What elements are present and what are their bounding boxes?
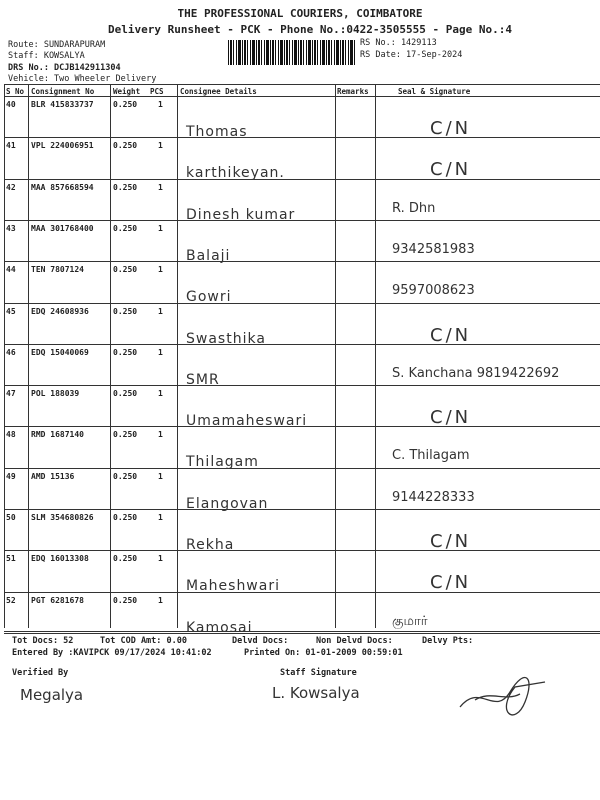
row-consignee: Thilagam [186,454,259,471]
row-seal-signature: C/N [430,118,472,139]
row-border [4,137,600,138]
row-border [4,509,600,510]
row-pcs: 1 [158,100,163,109]
row-weight: 0.250 [113,182,138,192]
vehicle: Vehicle: Two Wheeler Delivery [8,74,157,84]
row-seal-signature: C/N [430,572,472,594]
row-pcs: 1 [158,430,163,440]
verified-signature: Megalya [20,686,84,704]
row-seal-signature: C/N [430,324,472,346]
row-consignment: MAA 301768400 [31,223,94,233]
row-consignment: AMD 15136 [31,471,75,481]
row-border [4,344,600,345]
row-consignee: Umamaheswari [186,413,308,430]
row-border [4,179,600,180]
row-consignee: Balaji [186,247,231,264]
row-seal-signature: C/N [430,531,472,552]
row-consignment: BLR 415833737 [31,100,94,109]
row-sno: 47 [6,389,16,399]
row-pcs: 1 [158,554,163,564]
col-divider [28,84,29,628]
drs-number: DRS No.: DCJB142911304 [8,63,121,73]
row-sno: 50 [6,513,16,522]
table-top-border [4,84,600,85]
row-seal-signature: R. Dhn [392,200,436,216]
row-consignment: VPL 224006951 [31,141,94,151]
row-consignment: EDQ 24608936 [31,306,89,316]
row-sno: 51 [6,554,16,564]
barcode [228,40,356,65]
row-border [4,633,600,634]
row-consignee: Kamosai [186,619,253,636]
row-consignment: PGT 6281678 [31,595,84,605]
row-pcs: 1 [158,595,163,605]
row-consignee: Gowri [186,289,232,306]
row-weight: 0.250 [113,471,138,481]
col-header-weight: Weight [113,87,141,96]
col-divider [4,84,5,628]
row-pcs: 1 [158,223,163,233]
row-sno: 52 [6,595,16,605]
col-header-sno: S No [6,87,25,96]
row-pcs: 1 [158,182,163,192]
row-sno: 42 [6,182,16,192]
row-seal-signature: 9597008623 [392,283,475,299]
row-border [4,385,600,386]
row-consignment: EDQ 15040069 [31,347,89,357]
row-weight: 0.250 [113,347,138,357]
row-pcs: 1 [158,141,163,151]
row-weight: 0.250 [113,141,138,151]
row-consignee: Rekha [186,537,235,553]
row-consignee: Swasthika [186,330,266,347]
row-sno: 45 [6,306,16,316]
row-weight: 0.250 [113,430,138,440]
rs-date: RS Date: 17-Sep-2024 [360,50,463,60]
col-header-pcs: PCS [150,87,164,96]
row-border [4,468,600,469]
row-weight: 0.250 [113,100,138,109]
delivered-docs: Delvd Docs: [232,636,289,646]
row-consignment: SLM 354680826 [31,513,94,522]
row-consignee: karthikeyan. [186,165,285,182]
row-pcs: 1 [158,347,163,357]
row-weight: 0.250 [113,513,138,522]
rs-number: RS No.: 1429113 [360,38,437,48]
delivery-points: Delvy Pts: [422,636,474,646]
row-pcs: 1 [158,306,163,316]
row-seal-signature: 9342581983 [392,241,475,257]
footer-divider [4,631,600,632]
non-delivered-docs: Non Delvd Docs: [316,636,393,646]
row-border [4,592,600,593]
row-sno: 40 [6,100,16,109]
entered-by: Entered By :KAVIPCK 09/17/2024 10:41:02 [12,648,212,658]
table-header-border [4,96,600,97]
row-sno: 49 [6,471,16,481]
col-divider [110,84,111,628]
row-seal-signature: S. Kanchana 9819422692 [392,365,560,381]
col-header-consignment: Consignment No [31,87,95,96]
row-consignment: TEN 7807124 [31,265,84,275]
row-border [4,220,600,221]
row-pcs: 1 [158,513,163,522]
row-seal-signature: 9144228333 [392,489,475,505]
col-header-seal: Seal & Signature [398,87,471,96]
row-consignment: MAA 857668594 [31,182,94,192]
row-weight: 0.250 [113,554,138,564]
route: Route: SUNDARAPURAM [8,40,106,50]
col-divider [335,84,336,628]
row-weight: 0.250 [113,595,138,605]
row-consignment: EDQ 16013308 [31,554,89,564]
row-weight: 0.250 [113,389,138,399]
row-border [4,550,600,551]
col-header-remarks: Remarks [337,87,369,96]
row-consignee: Dinesh kumar [186,206,296,223]
row-seal-signature: C/N [430,159,472,181]
company-name: THE PROFESSIONAL COURIERS, COIMBATORE [177,7,423,20]
row-seal-signature: C. Thilagam [392,448,470,464]
runsheet-title: Delivery Runsheet - PCK - Phone No.:0422-3505555 - Page No.:4 [108,23,512,36]
staff-signature: L. Kowsalya [272,684,360,702]
row-seal-signature: குமார் [392,613,428,629]
col-divider [375,84,376,628]
row-consignee: Thomas [186,124,248,140]
row-weight: 0.250 [113,306,138,316]
row-consignment: RMD 1687140 [31,430,84,440]
row-consignment: POL 188039 [31,389,80,399]
row-consignee: Maheshwari [186,578,280,595]
row-seal-signature: C/N [430,407,472,429]
row-border [4,303,600,304]
row-sno: 46 [6,347,16,357]
printed-on: Printed On: 01-01-2009 00:59:01 [244,648,403,658]
row-sno: 43 [6,223,16,233]
row-sno: 48 [6,430,16,440]
seal-scribble-icon [455,672,555,722]
verified-by-label: Verified By [12,668,69,678]
row-consignee: Elangovan [186,495,269,512]
row-pcs: 1 [158,389,163,399]
row-pcs: 1 [158,471,163,481]
col-divider [177,84,178,628]
total-docs: Tot Docs: 52 [12,636,74,646]
row-weight: 0.250 [113,223,138,233]
row-pcs: 1 [158,265,163,275]
row-weight: 0.250 [113,265,138,275]
col-header-consignee: Consignee Details [180,87,257,96]
row-border [4,261,600,262]
total-cod: Tot COD Amt: 0.00 [100,636,187,646]
staff-signature-label: Staff Signature [280,668,357,678]
row-sno: 41 [6,141,16,151]
staff: Staff: KOWSALYA [8,51,85,61]
row-consignee: SMR [186,371,220,388]
row-sno: 44 [6,265,16,275]
